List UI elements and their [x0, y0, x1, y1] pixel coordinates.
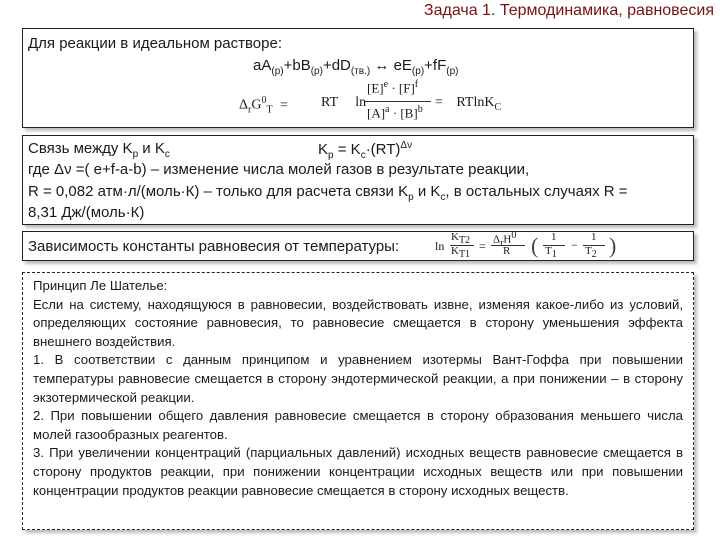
vh-one-2: 1: [591, 231, 597, 243]
den-b-sup: b: [417, 104, 423, 115]
num-e: [E]: [367, 80, 384, 96]
kp-kc-block: [22, 135, 694, 225]
equals-2: =: [435, 95, 443, 110]
delta-symbol: Δ: [239, 97, 249, 113]
rt-power: ·(RT): [365, 141, 401, 158]
vh-k1-symbol: K: [451, 245, 459, 257]
gas-constant-kp-sub: p: [408, 192, 414, 203]
den-a: [A]: [367, 105, 386, 121]
le-chatelier-principle: Если на систему, находящуюся в равновесии, воздействовать извне, изменяя какое-либо из условий, определяющих состояние равновесия, то равновесие смещается в сторону уменьшения эффекта внешнего воздействия.: [33, 296, 683, 349]
vh-t1: [545, 245, 557, 260]
vh-k1: [451, 245, 470, 260]
le-chatelier-block: [22, 272, 694, 530]
gas-constant-part2: и K: [413, 183, 441, 200]
num-e-sup: e: [383, 79, 389, 90]
vh-t1-sub: 1: [551, 249, 557, 261]
rt-term: RT: [321, 95, 338, 110]
delta-nu-definition: где Δν =( e+f-a-b) – изменение числа молей газов в результате реакции,: [28, 161, 530, 178]
kp-sub: p: [328, 150, 334, 161]
equals-1: =: [280, 97, 288, 113]
vh-r: R: [503, 245, 511, 257]
gibbs-sub: T: [266, 104, 273, 116]
product-f-phase: (р): [446, 66, 459, 77]
rtlnkc-term: RTlnK: [456, 95, 495, 110]
vh-t2: [585, 245, 597, 260]
delta-nu-sup: Δν: [400, 140, 413, 151]
num-f-sup: f: [414, 79, 419, 90]
reaction-equation: [253, 57, 458, 77]
reactant-d-phase: (тв.): [350, 66, 371, 77]
relation-kp-sub: p: [132, 149, 139, 160]
le-chatelier-heading: Принцип Ле Шателье:: [33, 278, 168, 293]
product-e-phase: (р): [411, 66, 425, 77]
vh-k2-symbol: K: [451, 231, 459, 243]
num-f: [F]: [398, 80, 415, 96]
vh-enthalpy-sup: 0: [511, 230, 517, 241]
equilibrium-arrow: ↔: [370, 57, 394, 74]
relation-kc-sub: c: [164, 149, 170, 160]
gas-constant-si: 8,31 Дж/(моль·К): [28, 204, 145, 221]
fraction-numerator: [367, 79, 418, 96]
reactant-d: +dD: [322, 57, 351, 74]
reactant-b-phase: (р): [310, 66, 323, 77]
reaction-block: [22, 28, 694, 128]
vh-delta: Δ: [493, 233, 501, 246]
gibbs-rhs: [435, 95, 501, 113]
le-chatelier-rule-1: 1. В соответствии с данным принципом и уравнением изотермы Вант-Гоффа при повышении температуры равновесие смещается в сторону эндотермической реакции, а при понижении – в сторону экзотермической реакции.: [33, 352, 683, 405]
gibbs-sup: 0: [261, 95, 267, 106]
gas-constant-part3: , в остальных случаях R =: [445, 183, 628, 200]
kc-symbol: = K: [333, 141, 361, 158]
vh-k2: [451, 231, 470, 246]
reactant-a-phase: (р): [271, 66, 284, 77]
vh-t1-symbol: T: [545, 245, 552, 257]
slide-title: Задача 1. Термодинамика, равновесия: [423, 2, 714, 19]
gibbs-symbol: G: [251, 97, 262, 113]
kc-sub2: c: [360, 150, 366, 161]
temperature-dependence-block: [22, 231, 694, 261]
vh-t2-sub: 2: [591, 249, 597, 261]
vh-k1-sub: T1: [458, 249, 471, 261]
kp-kc-relation-label: [28, 140, 170, 160]
fraction-denominator: [367, 104, 423, 121]
reactant-a: aA: [253, 57, 272, 74]
vh-delta-sub: r: [500, 237, 504, 249]
vh-k2-sub: T2: [458, 235, 471, 247]
le-chatelier-rule-2: 2. При повышении общего давления равновесие смещается в сторону образования меньшего числа молей газообразных реагентов.: [33, 408, 683, 442]
reactant-b: +bB: [283, 57, 311, 74]
delta-sub: r: [248, 104, 252, 116]
kp-kc-formula: [318, 140, 412, 161]
vh-minus: −: [571, 238, 578, 252]
ln-term: ln: [355, 95, 367, 110]
le-chatelier-rule-3: 3. При увеличении концентраций (парциальных давлений) исходных веществ равновесие смещается в сторону продуктов реакции, при понижении концентрации исходных веществ или при повышении концентрации продуктов реакции равновесие смещается в сторону исходных веществ.: [33, 445, 683, 498]
vh-paren-open: (: [531, 233, 539, 258]
temperature-dependence-text: Зависимость константы равновесия от температуры:: [28, 238, 400, 255]
gas-constant-text: [28, 183, 628, 203]
vh-equals: =: [479, 239, 486, 253]
den-dot: ·: [392, 105, 398, 121]
product-e: eE: [393, 57, 412, 74]
relation-text: Связь между K: [28, 140, 133, 157]
product-f: +fF: [424, 57, 447, 74]
kp-symbol: K: [318, 141, 329, 158]
vh-enthalpy: H: [503, 233, 512, 246]
vh-ln: ln: [435, 239, 445, 253]
reaction-intro: Для реакции в идеальном растворе:: [28, 35, 282, 52]
den-b: [B]: [400, 105, 418, 121]
le-chatelier-content: [33, 277, 683, 500]
fraction-bar: [365, 101, 431, 102]
gas-constant-kc-sub: c: [440, 192, 446, 203]
vh-one-1: 1: [551, 231, 557, 243]
num-dot: ·: [391, 80, 396, 96]
gas-constant-line: [28, 183, 688, 203]
gas-constant-part1: R = 0,082 атм·л/(моль·К) – только для расчета связи K: [28, 183, 409, 200]
kc-sub: C: [494, 101, 502, 113]
rt-ln: [321, 95, 366, 111]
gibbs-lhs: [239, 95, 288, 115]
vh-paren-close: ): [609, 233, 617, 258]
vh-t2-symbol: T: [585, 245, 592, 257]
relation-and: и K: [138, 140, 165, 157]
den-a-sup: a: [385, 104, 390, 115]
